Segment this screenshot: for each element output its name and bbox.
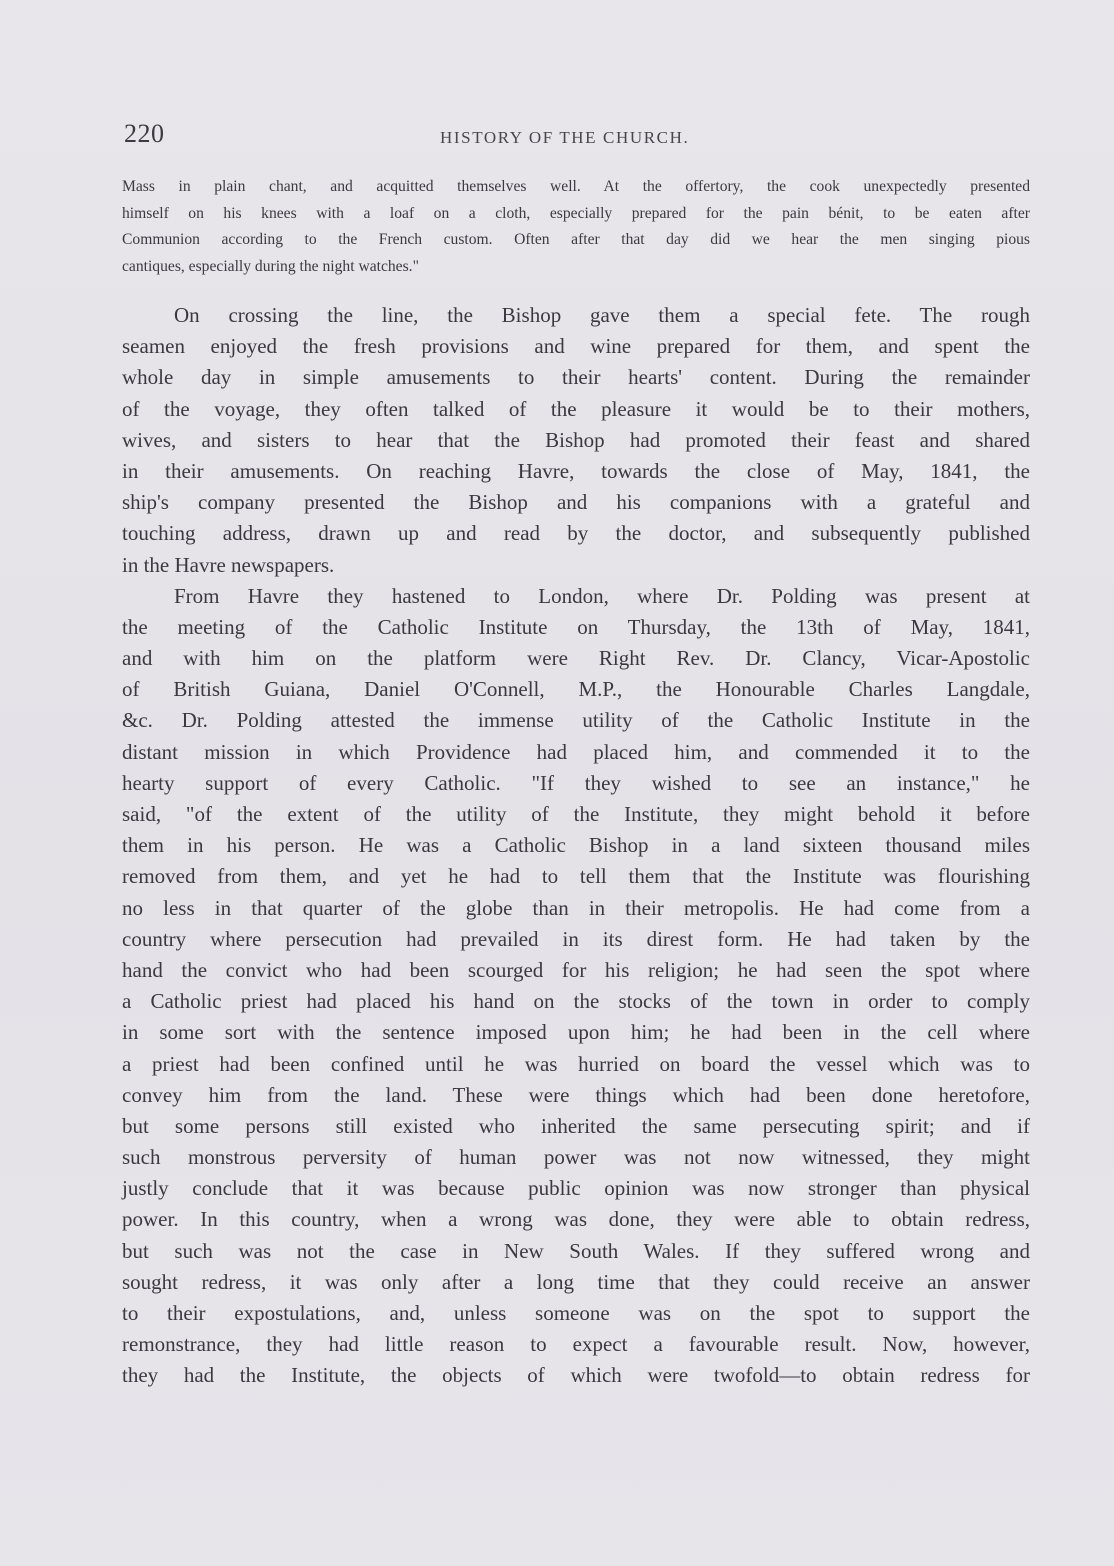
page-header (124, 119, 1028, 155)
text-line: touching address, drawn up and read by the doctor, and subsequently published (122, 521, 1030, 546)
text-line: of British Guiana, Daniel O'Connell, M.P., the Honourable Charles Langdale, (122, 677, 1030, 702)
text-line: whole day in simple amusements to their hearts' content. During the remainder (122, 365, 1030, 390)
text-line: country where persecution had prevailed in its direst form. He had taken by the (122, 926, 1030, 951)
body-text (122, 300, 1030, 1392)
quote-line: Communion according to the French custom. Often after that day did we hear the men singing pious (122, 231, 1030, 249)
text-line: ship's company presented the Bishop and his companions with a grateful and (122, 490, 1030, 515)
text-line: them in his person. He was a Catholic Bishop in a land sixteen thousand miles (122, 833, 1030, 858)
text-line: a Catholic priest had placed his hand on the stocks of the town in order to comply (122, 989, 1030, 1014)
text-line: power. In this country, when a wrong was done, they were able to obtain redress, (122, 1207, 1030, 1232)
text-line: removed from them, and yet he had to tell them that the Institute was flourishing (122, 864, 1030, 889)
text-line: sought redress, it was only after a long time that they could receive an answer (122, 1269, 1030, 1294)
quote-line: himself on his knees with a loaf on a cloth, especially prepared for the pain bénit, to be eaten after (122, 204, 1030, 222)
paragraph-havre-to-london (122, 581, 1030, 1392)
text-line: to their expostulations, and, unless someone was on the spot to support the (122, 1301, 1030, 1325)
text-line: of the voyage, they often talked of the pleasure it would be to their mothers, (122, 396, 1030, 421)
text-line: they had the Institute, the objects of which were twofold—to obtain redress for (122, 1363, 1030, 1388)
text-line: seamen enjoyed the fresh provisions and wine prepared for them, and spent the (122, 334, 1030, 359)
text-line: such monstrous perversity of human power was not now witnessed, they might (122, 1145, 1030, 1170)
quote-line: Mass in plain chant, and acquitted themselves well. At the offertory, the cook unexpectedly presented (122, 178, 1030, 195)
text-line: in their amusements. On reaching Havre, towards the close of May, 1841, the (122, 458, 1030, 483)
text-line: hand the convict who had been scourged for his religion; he had seen the spot where (122, 957, 1030, 982)
text-line: a priest had been confined until he was hurried on board the vessel which was to (122, 1051, 1030, 1076)
text-line: wives, and sisters to hear that the Bishop had promoted their feast and shared (122, 427, 1030, 452)
running-title: HISTORY OF THE CHURCH. (440, 128, 690, 147)
text-line: convey him from the land. These were things which had been done heretofore, (122, 1082, 1030, 1107)
quote-line: cantiques, especially during the night watches." (122, 258, 419, 276)
text-line: and with him on the platform were Right Rev. Dr. Clancy, Vicar-Apostolic (122, 646, 1030, 671)
text-line: but such was not the case in New South Wales. If they suffered wrong and (122, 1238, 1030, 1263)
text-line: no less in that quarter of the globe than in their metropolis. He had come from a (122, 895, 1030, 920)
text-line: remonstrance, they had little reason to expect a favourable result. Now, however, (122, 1332, 1030, 1357)
paragraph-crossing-the-line (122, 300, 1030, 581)
text-line: From Havre they hastened to London, where Dr. Polding was present at (174, 583, 1030, 608)
page-number: 220 (124, 119, 165, 148)
text-line: in the Havre newspapers. (122, 552, 335, 577)
text-line: hearty support of every Catholic. "If they wished to see an instance," he (122, 770, 1030, 795)
text-line: On crossing the line, the Bishop gave them a special fete. The rough (174, 303, 1030, 327)
text-line: the meeting of the Catholic Institute on Thursday, the 13th of May, 1841, (122, 614, 1030, 639)
text-line: but some persons still existed who inherited the same persecuting spirit; and if (122, 1113, 1030, 1138)
text-line: in some sort with the sentence imposed upon him; he had been in the cell where (122, 1020, 1030, 1045)
text-line: &c. Dr. Polding attested the immense utility of the Catholic Institute in the (122, 708, 1030, 733)
text-line: distant mission in which Providence had placed him, and commended it to the (122, 739, 1030, 764)
text-line: justly conclude that it was because public opinion was now stronger than physical (122, 1176, 1030, 1201)
quoted-passage (122, 174, 1030, 281)
text-line: said, "of the extent of the utility of the Institute, they might behold it before (122, 802, 1030, 826)
